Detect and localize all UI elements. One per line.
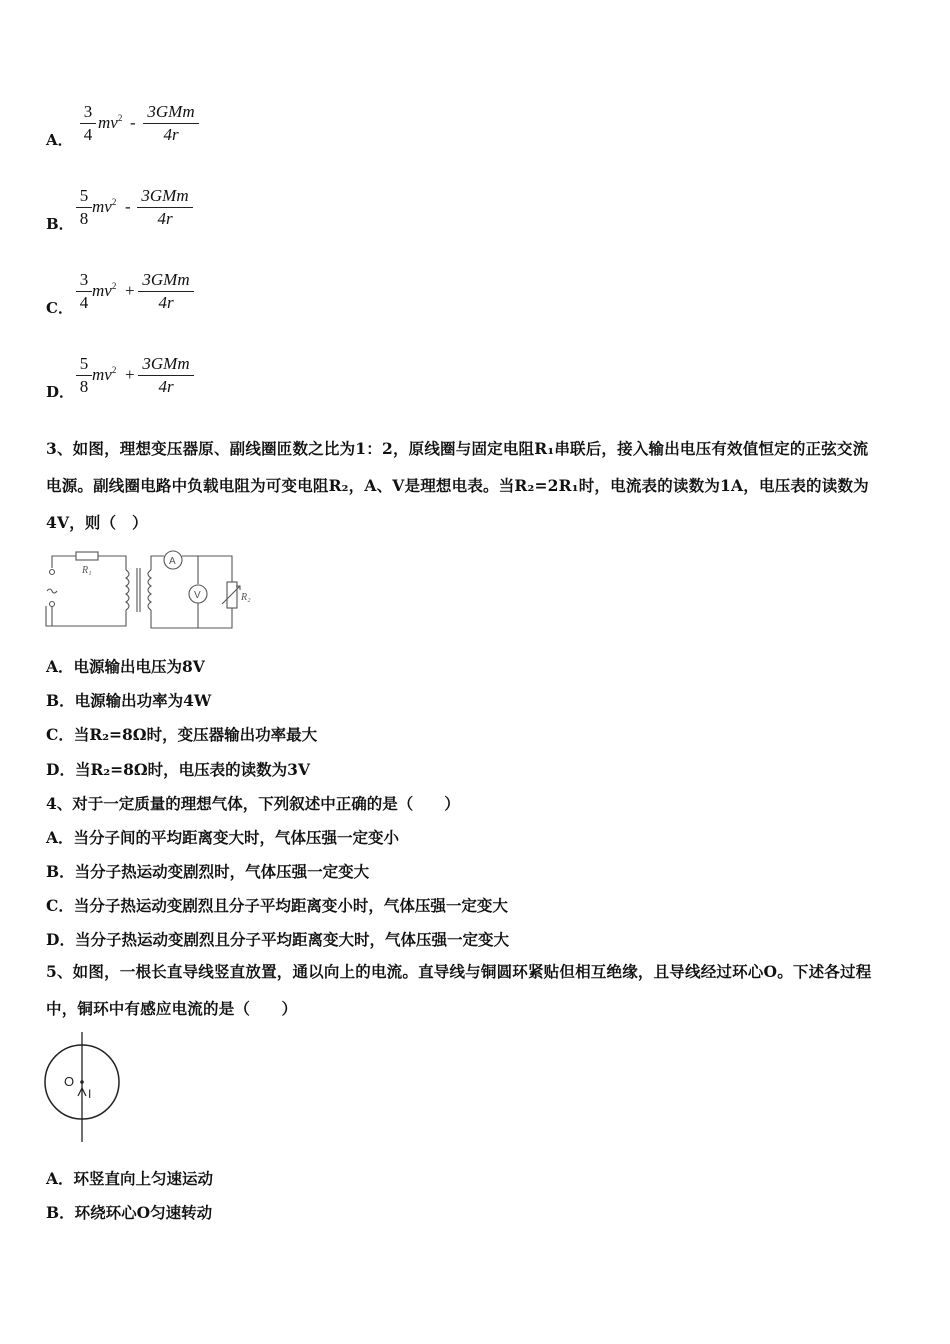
- mv-squared: $mv^2$: [92, 197, 117, 216]
- gravity-fraction: 3GMm 4r: [143, 102, 199, 145]
- question-3-text: 3、如图，理想变压器原、副线圈匝数之比为1：2，原线圈与固定电阻R₁串联后，接入输出电压有效值恒定的正弦交流 电源。副线圈电路中负载电阻为可变电阻R₂，A、V是理想电表。当R₂=2R₁时，电流表的读数为1A，电压表的读数为 4V，则（ ）: [46, 439, 869, 532]
- center-label: O: [64, 1074, 75, 1089]
- question-4-text: 4、对于一定质量的理想气体，下列叙述中正确的是（ ）: [46, 794, 460, 813]
- mv-squared: $mv^2$: [92, 281, 117, 300]
- operator: -: [130, 113, 136, 132]
- r1-label: R₁: [82, 565, 92, 576]
- coefficient-fraction: 5 8: [76, 186, 92, 229]
- coefficient-fraction: 5 8: [76, 354, 92, 397]
- option-label: D．: [46, 383, 75, 401]
- q3-option-b: B．电源输出功率为4W: [46, 691, 212, 710]
- question-5-text: 5、如图，一根长直导线竖直放置，通以向上的电流。直导线与铜圆环紧贴但相互绝缘，且导线经过环心O。下述各过程 中，铜环中有感应电流的是（ ）: [46, 962, 872, 1018]
- q4-option-d: D．当分子热运动变剧烈且分子平均距离变大时，气体压强一定变大: [46, 930, 509, 949]
- gravity-fraction: 3GMm 4r: [138, 270, 194, 313]
- current-label: I: [88, 1087, 92, 1101]
- q4-option-a: A．当分子间的平均距离变大时，气体压强一定变小: [46, 828, 400, 847]
- voltmeter-label: V: [194, 590, 201, 601]
- r2-label: R₂: [241, 592, 251, 603]
- option-label: A．: [46, 131, 73, 149]
- operator: +: [125, 365, 135, 384]
- q4-option-b: B．当分子热运动变剧烈时，气体压强一定变大: [46, 862, 370, 881]
- coefficient-fraction: 3 4: [76, 270, 92, 313]
- operator: +: [125, 281, 135, 300]
- q3-option-c: C．当R₂=8Ω时，变压器输出功率最大: [46, 725, 318, 744]
- coefficient-fraction: 3 4: [80, 102, 96, 145]
- q3-option-a: A．电源输出电压为8V: [46, 657, 205, 676]
- transformer-circuit-diagram: [40, 546, 270, 636]
- gravity-fraction: 3GMm 4r: [137, 186, 193, 229]
- q3-option-d: D．当R₂=8Ω时，电压表的读数为3V: [46, 760, 310, 779]
- q5-option-b: B．环绕环心O匀速转动: [46, 1203, 213, 1222]
- q4-option-c: C．当分子热运动变剧烈且分子平均距离变小时，气体压强一定变大: [46, 896, 508, 915]
- mv-squared: $mv^2$: [98, 113, 123, 132]
- gravity-fraction: 3GMm 4r: [138, 354, 194, 397]
- ring-wire-diagram: [40, 1030, 130, 1145]
- mv-squared: $mv^2$: [92, 365, 117, 384]
- q5-option-a: A．环竖直向上匀速运动: [46, 1169, 214, 1188]
- option-label: B．: [46, 215, 74, 233]
- ammeter-label: A: [169, 556, 176, 567]
- option-label: C．: [46, 299, 73, 317]
- operator: -: [125, 197, 131, 216]
